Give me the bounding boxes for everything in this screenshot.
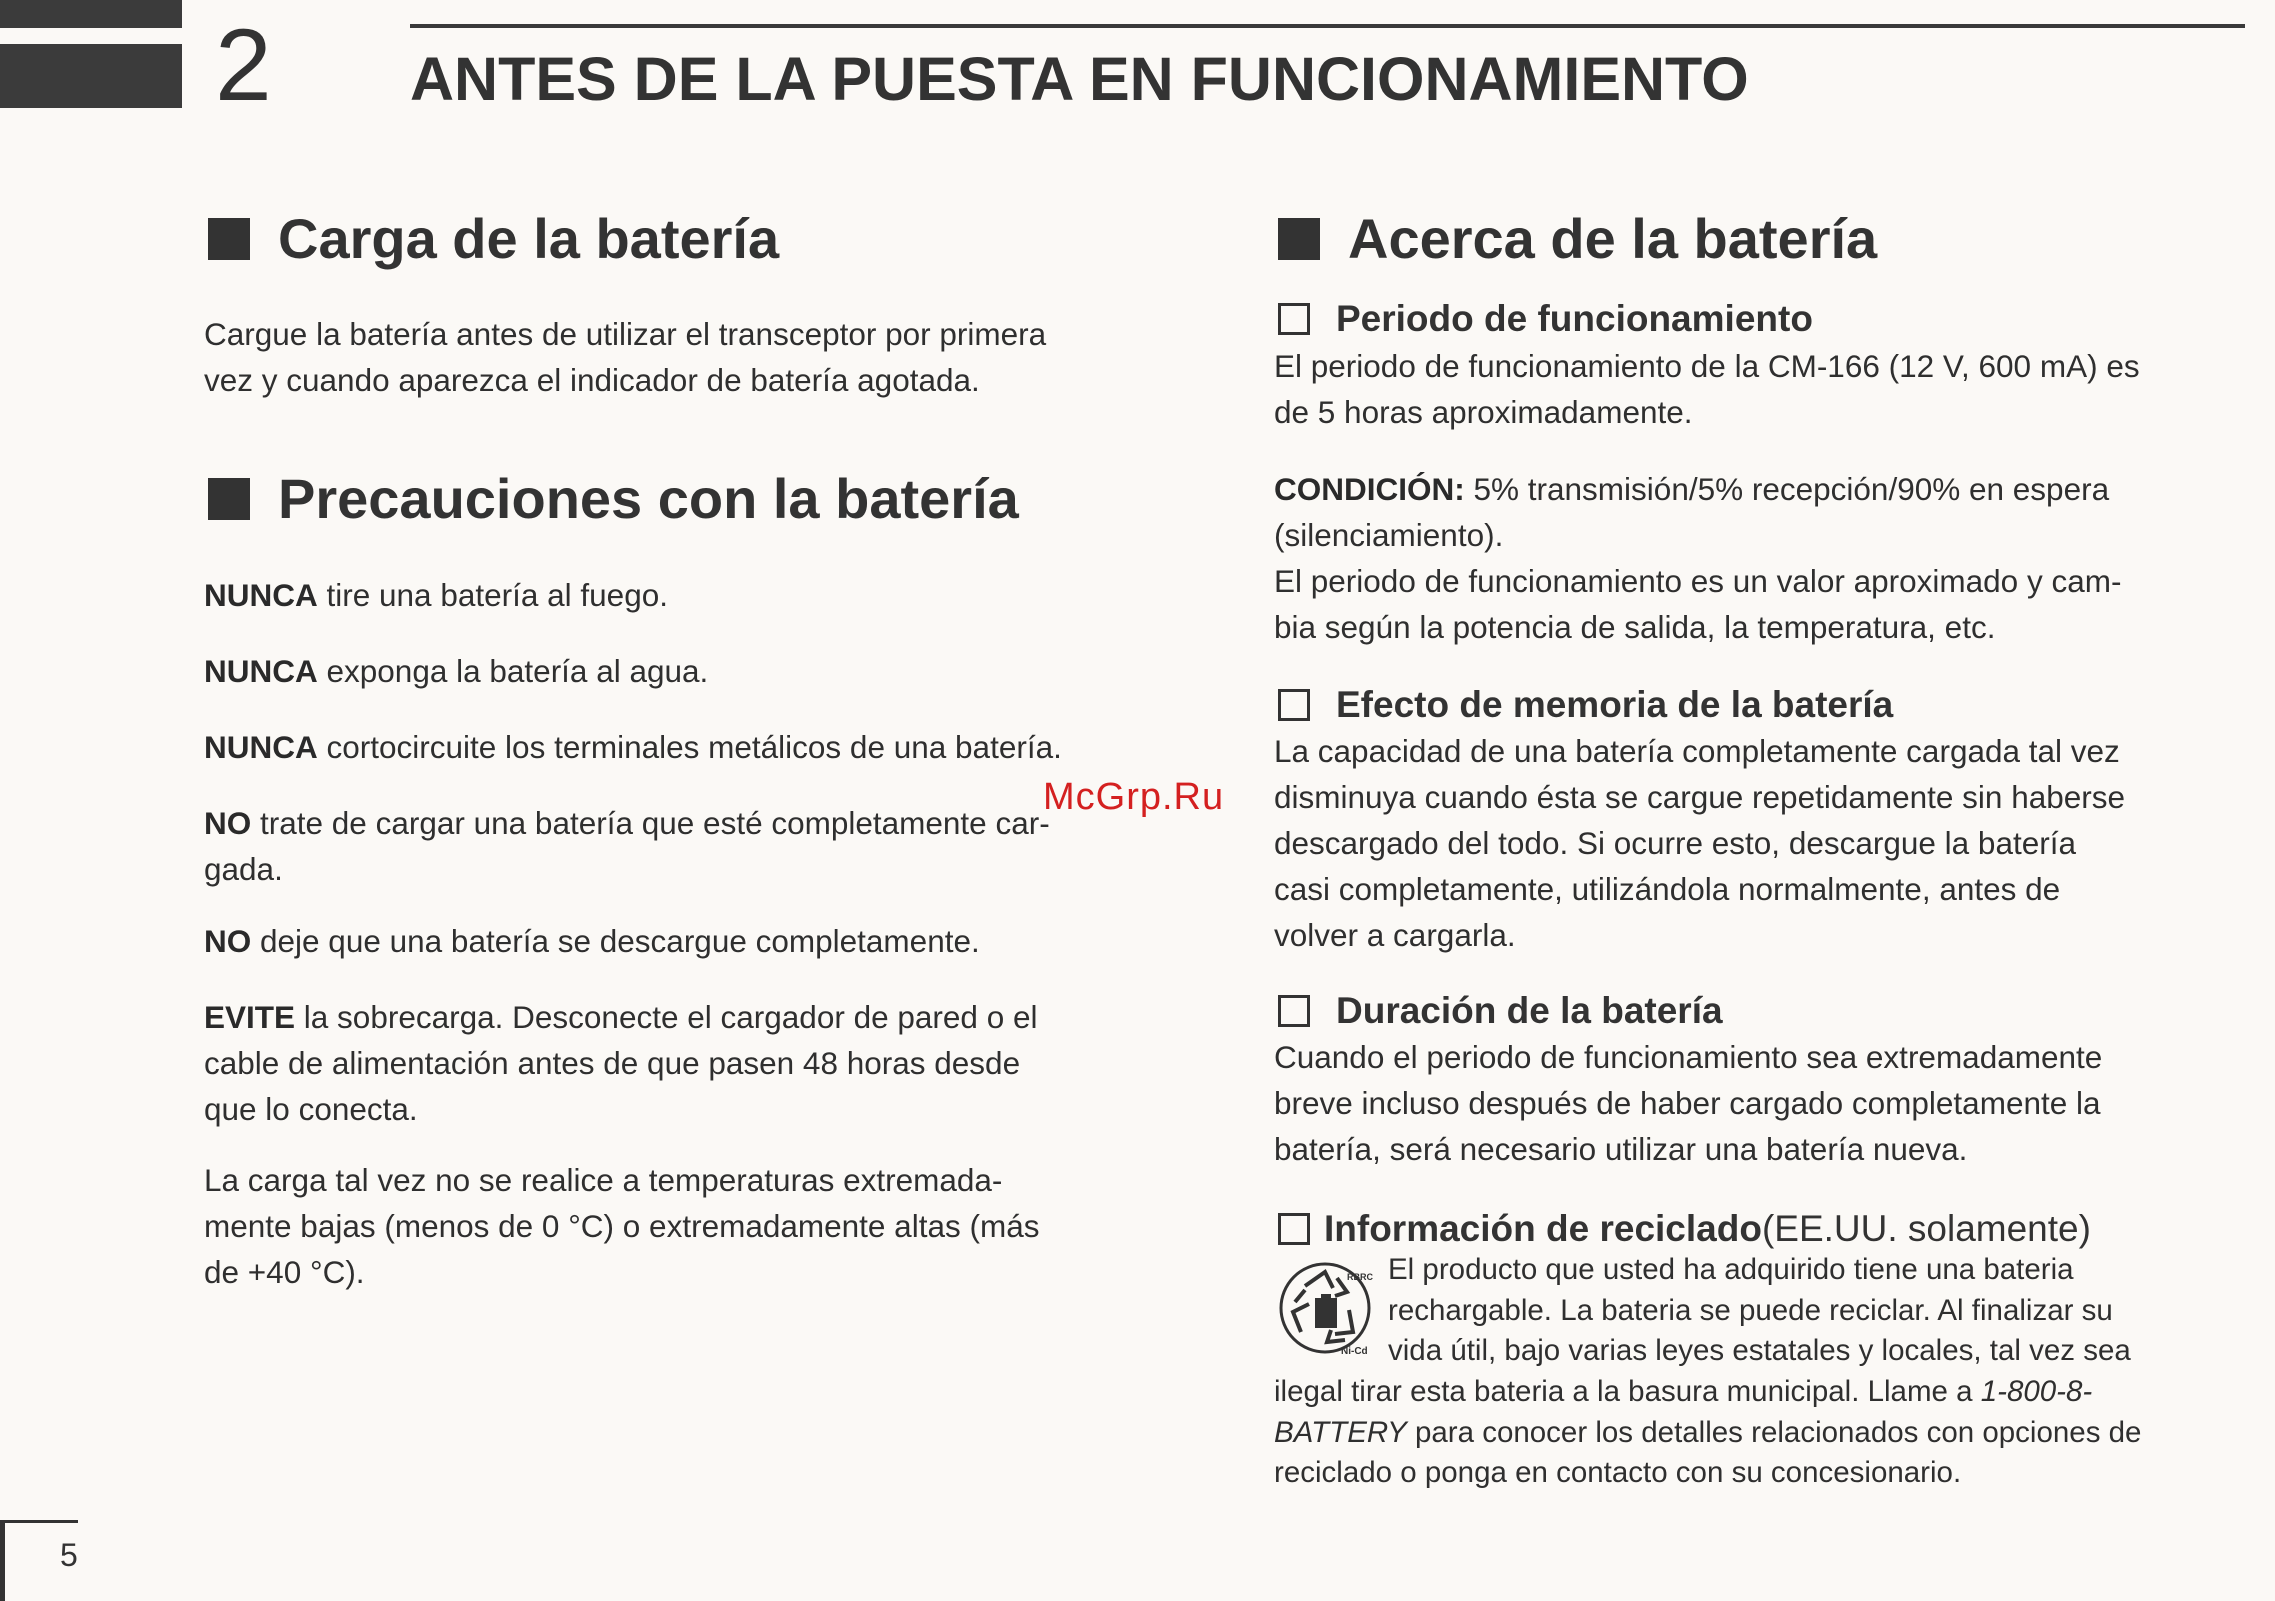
precaucion-temperatura: La carga tal vez no se realice a temperaturas extremada- mente bajas (menos de 0 °C) o extremadamente altas (más de +40 °C). [204,1162,1040,1290]
reciclado-text-full: ilegal tirar esta bateria a la basura municipal. Llame a 1-800-8- BATTERY para conocer los detalles relacionados con opciones de reciclado o ponga en contacto con su concesionario. [1274,1375,2142,1489]
section-carga-heading: Carga de la batería [208,208,779,270]
precaucion-item-5: NO deje que una batería se descargue completamente. [204,923,980,959]
square-bullet-icon [208,478,250,520]
chapter-number: 2 [215,8,272,122]
rbrc-logo-text: RBRC [1347,1272,1373,1282]
header-rule [410,24,2245,28]
rbrc-ni-cd-recycle-icon [1275,1258,1375,1358]
periodo-condicion: CONDICIÓN: 5% transmisión/5% recepción/90% en espera (silenciamiento). El periodo de funcionamiento es un valor aproximado y cam- bia según la potencia de salida, la temperatura, etc. [1274,471,2122,645]
page-number: 5 [60,1537,78,1573]
sub-memoria-heading: Efecto de memoria de la batería [1278,685,1893,726]
periodo-text: El periodo de funcionamiento de la CM-166 (12 V, 600 mA) es de 5 horas aproximadamente. [1274,348,2140,430]
reciclado-text-wrapped: El producto que usted ha adquirido tiene una bateria rechargable. La bateria se puede reciclar. Al finalizar su vida útil, bajo varias leyes estatales y locales, tal vez sea [1388,1253,2131,1367]
sub-reciclado-heading: Información de reciclado (EE.UU. solamente) [1278,1209,2091,1250]
memoria-text: La capacidad de una batería completamente cargada tal vez disminuya cuando ésta se cargue repetidamente sin haberse descargado del todo. Si ocurre esto, descargue la batería casi completamente, utilizándola normalmente, antes de volver a cargarla. [1274,733,2126,953]
precaucion-item-3: NUNCA cortocircuite los terminales metálicos de una batería. [204,729,1062,765]
precaucion-item-6: EVITE la sobrecarga. Desconecte el cargador de pared o el cable de alimentación antes de que pasen 48 horas desde que lo conecta. [204,999,1038,1127]
duracion-text: Cuando el periodo de funcionamiento sea extremadamente breve incluso después de haber cargado completamente la batería, será necesario utilizar una batería nueva. [1274,1039,2103,1167]
page-number-bar [0,1520,5,1601]
square-bullet-icon [1278,218,1320,260]
nicd-logo-text: Ni-Cd [1341,1346,1368,1357]
precaucion-item-2: NUNCA exponga la batería al agua. [204,653,709,689]
sub-duracion-heading: Duración de la batería [1278,991,1723,1032]
section-acerca-heading: Acerca de la batería [1278,208,1877,270]
checkbox-square-icon [1278,303,1310,335]
square-bullet-icon [208,218,250,260]
precaucion-item-4: NO trate de cargar una batería que esté completamente car- gada. [204,805,1050,887]
chapter-title: ANTES DE LA PUESTA EN FUNCIONAMIENTO [410,45,1749,113]
sub-periodo-heading: Periodo de funcionamiento [1278,299,1813,340]
checkbox-square-icon [1278,995,1310,1027]
section-precauciones-heading: Precauciones con la batería [208,468,1019,530]
checkbox-square-icon [1278,1213,1310,1245]
chapter-tab-bar [0,0,182,108]
chapter-tab-notch [0,28,182,44]
carga-text: Cargue la batería antes de utilizar el transceptor por primera vez y cuando aparezca el indicador de batería agotada. [204,316,1047,398]
precaucion-item-1: NUNCA tire una batería al fuego. [204,577,668,613]
watermark: McGrp.Ru [1043,776,1225,818]
page-number-rule [0,1520,78,1523]
checkbox-square-icon [1278,689,1310,721]
